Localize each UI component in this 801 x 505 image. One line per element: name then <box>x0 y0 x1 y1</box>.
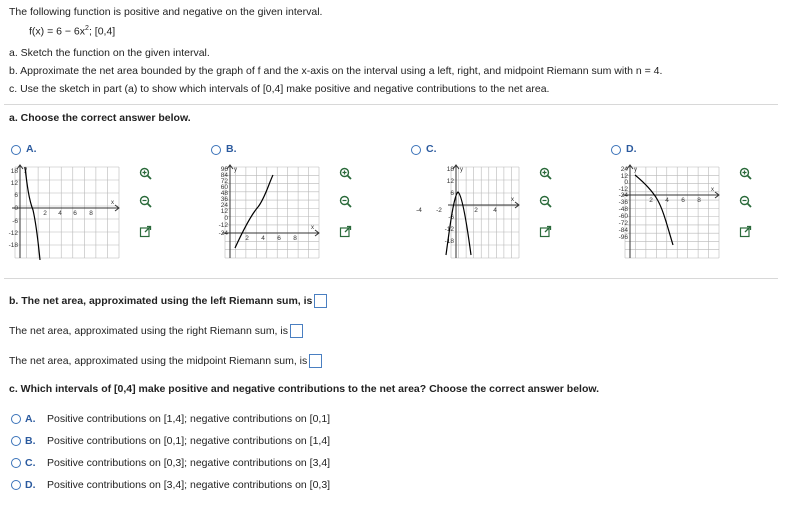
right-sum-input[interactable] <box>290 324 303 338</box>
radio-button[interactable] <box>11 436 21 446</box>
option-letter: D. <box>25 479 36 491</box>
y-tick-label: -24 <box>618 192 628 199</box>
option-text: Positive contributions on [3,4]; negative contributions on [0,3] <box>47 479 331 491</box>
zoom-out-icon[interactable] <box>737 193 753 209</box>
y-tick-label: 24 <box>620 166 628 173</box>
y-tick-label: -60 <box>618 213 628 220</box>
radio-button[interactable] <box>211 145 221 155</box>
y-tick-label: 12 <box>10 180 18 187</box>
x-tick-label: 8 <box>293 235 297 242</box>
function-definition <box>29 25 115 38</box>
x-tick-label: 6 <box>73 210 77 217</box>
option-letter: C. <box>426 143 437 155</box>
option-text: Positive contributions on [0,3]; negative contributions on [3,4] <box>47 457 331 469</box>
x-tick-label: 2 <box>649 197 653 204</box>
y-axis-label: y <box>634 167 637 173</box>
option-letter: D. <box>626 143 637 155</box>
y-tick-label: 48 <box>220 190 228 197</box>
radio-button[interactable] <box>11 145 21 155</box>
pop-out-icon[interactable] <box>537 223 553 239</box>
y-tick-label: 60 <box>220 184 228 191</box>
zoom-in-icon[interactable] <box>537 165 553 181</box>
y-tick-label: -84 <box>618 227 628 234</box>
y-tick-label: -72 <box>618 220 628 227</box>
mid-sum-input[interactable] <box>309 354 322 368</box>
y-tick-label: -24 <box>218 230 228 237</box>
y-tick-label: 18 <box>10 168 18 175</box>
option-letter: A. <box>25 413 36 425</box>
x-tick-label: 8 <box>697 197 701 204</box>
intro-text: The following function is positive and negative on the given interval. <box>9 6 323 18</box>
y-tick-label: -12 <box>444 226 454 233</box>
y-tick-label: 12 <box>446 178 454 185</box>
y-axis-label: y <box>460 167 463 173</box>
graph-option-a[interactable] <box>8 143 201 268</box>
y-tick-label: -6 <box>448 214 454 221</box>
x-tick-label: -2 <box>436 207 442 214</box>
function-curve <box>25 167 40 260</box>
zoom-out-icon[interactable] <box>337 193 353 209</box>
y-tick-label: -18 <box>444 238 454 245</box>
y-tick-label: -12 <box>8 230 18 237</box>
x-axis-label: x <box>711 187 714 193</box>
function-curve <box>235 175 273 248</box>
x-tick-label: -4 <box>416 207 422 214</box>
y-tick-label: 12 <box>220 208 228 215</box>
radio-button[interactable] <box>11 480 21 490</box>
option-text: Positive contributions on [1,4]; negative contributions on [0,1] <box>47 413 331 425</box>
y-axis-label: y <box>234 167 237 173</box>
zoom-in-icon[interactable] <box>337 165 353 181</box>
mid-sum-label: The net area, approximated using the midpoint Riemann sum, is <box>9 354 308 367</box>
y-tick-label: -36 <box>618 199 628 206</box>
part-c-instruction: c. Use the sketch in part (a) to show which intervals of [0,4] make positive and negative contributions to the net area. <box>9 83 550 95</box>
function-text: f(x) = 6 − 6x <box>29 25 86 38</box>
zoom-out-icon[interactable] <box>537 193 553 209</box>
option-letter: B. <box>226 143 237 155</box>
zoom-in-icon[interactable] <box>737 165 753 181</box>
function-graph <box>611 165 721 260</box>
y-tick-label: -18 <box>8 242 18 249</box>
x-tick-label: 4 <box>493 207 497 214</box>
option-letter: B. <box>25 435 36 447</box>
y-tick-label: -12 <box>218 222 228 229</box>
x-tick-label: 4 <box>58 210 62 217</box>
y-tick-label: -12 <box>618 186 628 193</box>
right-sum-row <box>9 324 303 338</box>
x-tick-label: 2 <box>43 210 47 217</box>
y-tick-label: 84 <box>220 172 228 179</box>
y-tick-label: -96 <box>618 234 628 241</box>
y-tick-label: 6 <box>450 190 454 197</box>
right-sum-label: The net area, approximated using the right Riemann sum, is <box>9 324 288 337</box>
y-tick-label: 6 <box>14 192 18 199</box>
y-tick-label: -6 <box>12 218 18 225</box>
pop-out-icon[interactable] <box>137 223 153 239</box>
x-axis-label: x <box>111 200 114 206</box>
x-tick-label: 8 <box>89 210 93 217</box>
left-sum-label: b. The net area, approximated using the left Riemann sum, is <box>9 294 313 307</box>
function-curve <box>635 175 673 245</box>
radio-button[interactable] <box>11 458 21 468</box>
y-tick-label: 24 <box>220 202 228 209</box>
y-tick-label: 96 <box>220 166 228 173</box>
x-tick-label: 4 <box>261 235 265 242</box>
y-tick-label: 72 <box>220 178 228 185</box>
part-a-instruction: a. Sketch the function on the given interval. <box>9 47 210 59</box>
y-tick-label: 12 <box>620 173 628 180</box>
option-text: Positive contributions on [0,1]; negative contributions on [1,4] <box>47 435 331 447</box>
pop-out-icon[interactable] <box>337 223 353 239</box>
radio-button[interactable] <box>411 145 421 155</box>
x-tick-label: 2 <box>245 235 249 242</box>
y-tick-label: 0 <box>624 179 628 186</box>
graph-option-c[interactable] <box>411 143 601 268</box>
zoom-in-icon[interactable] <box>137 165 153 181</box>
function-graph <box>411 165 521 260</box>
y-axis-label: y <box>24 167 27 173</box>
option-letter: C. <box>25 457 36 469</box>
x-tick-label: 6 <box>277 235 281 242</box>
pop-out-icon[interactable] <box>737 223 753 239</box>
part-b-instruction: b. Approximate the net area bounded by the graph of f and the x-axis on the interval using a left, right, and midpoint Riemann sum with n = 4. <box>9 65 663 77</box>
function-exponent: 2 <box>85 25 89 32</box>
y-tick-label: 0 <box>14 205 18 212</box>
left-sum-row <box>9 294 327 308</box>
y-tick-label: 0 <box>224 215 228 222</box>
x-axis-label: x <box>311 225 314 231</box>
radio-button[interactable] <box>11 414 21 424</box>
divider <box>4 104 778 105</box>
y-tick-label: -48 <box>618 206 628 213</box>
graph-option-d[interactable] <box>611 143 801 268</box>
function-graph <box>8 165 121 260</box>
y-tick-label: 18 <box>446 166 454 173</box>
x-tick-label: 2 <box>474 207 478 214</box>
zoom-out-icon[interactable] <box>137 193 153 209</box>
divider <box>4 278 778 279</box>
left-sum-input[interactable] <box>314 294 327 308</box>
question-c: c. Which intervals of [0,4] make positive and negative contributions to the net area? Choose the correct answer below. <box>9 383 600 395</box>
x-tick-label: 4 <box>665 197 669 204</box>
x-tick-label: 6 <box>681 197 685 204</box>
mid-sum-row <box>9 354 322 368</box>
y-tick-label: 36 <box>220 196 228 203</box>
option-letter: A. <box>26 143 37 155</box>
x-axis-label: x <box>511 197 514 203</box>
question-a: a. Choose the correct answer below. <box>9 112 191 124</box>
radio-button[interactable] <box>611 145 621 155</box>
interval-text: ; [0,4] <box>88 25 116 38</box>
function-graph <box>211 165 321 260</box>
graph-option-b[interactable] <box>211 143 401 268</box>
